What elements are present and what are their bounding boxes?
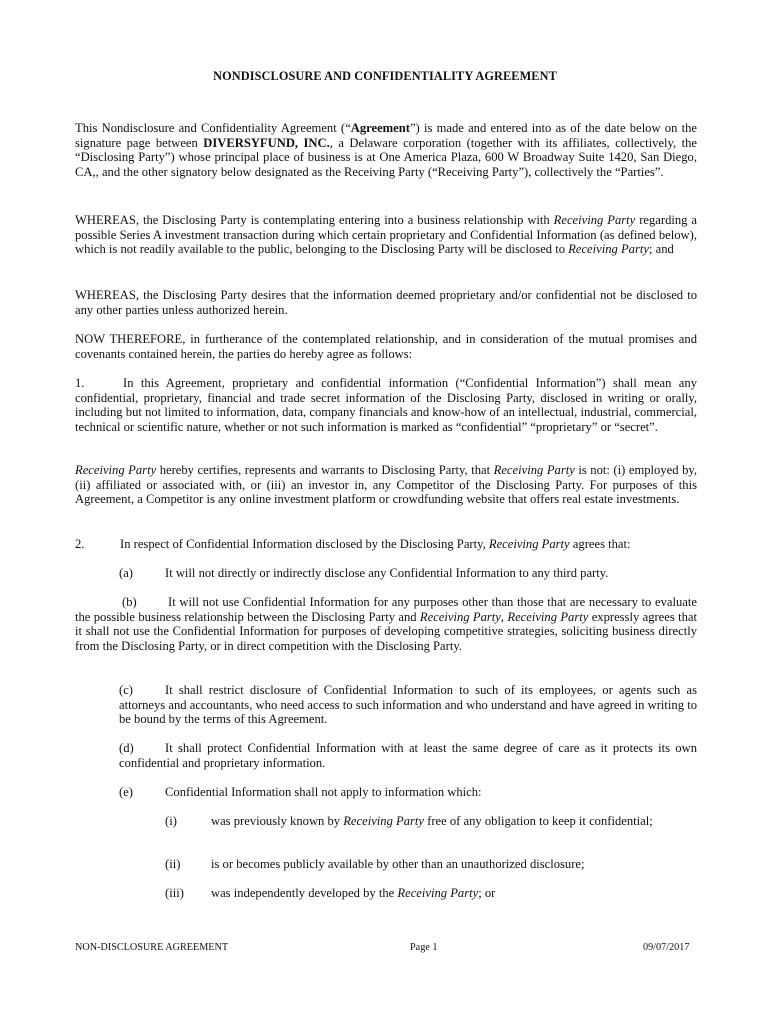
subclause-text: ; or (478, 886, 496, 900)
subclause-text: is or becomes publicly available by other than an unauthorized disclosure; (211, 857, 585, 871)
receiving-party-term: Receiving Party (507, 609, 589, 624)
clause-d (119, 741, 697, 770)
section-text: In this Agreement, proprietary and confidential information (“Confidential Information”) shall mean any confidential, proprietary, financial and trade secret information of the Disclosing Party, disclosed in writing or orally, including but not limited to information, data, company financials and know-how of an intellectual, industrial, commercial, technical or scientific nature, whether or not such information is marked as “confidential” “proprietary” or “secret”. (75, 376, 697, 434)
footer-date: 09/07/2017 (643, 942, 690, 953)
subclause-label: (ii) (165, 857, 181, 871)
receiving-party-term: Receiving Party (419, 609, 501, 624)
clause-text: It will not directly or indirectly disclose any Confidential Information to any third party. (165, 566, 609, 580)
intro-text: , a Delaware corporation (together with its affiliates, collectively, the “Disclosing Party”) whose principal place of business is at One America Plaza, 600 W Broadway Suite 1420, San Diego, CA,, and the other signatory below designated as the Receiving Party (“Receiving Party”), collectively the “Parties”. (75, 135, 697, 179)
section-1 (75, 376, 697, 434)
whereas-paragraph-1 (75, 213, 697, 257)
clause-label: (e) (119, 785, 133, 799)
document-title: NONDISCLOSURE AND CONFIDENTIALITY AGREEMENT (213, 69, 557, 83)
subclause-label: (iii) (165, 886, 184, 900)
clause-text: , (500, 609, 508, 624)
receiving-party-term: Receiving Party (553, 213, 636, 227)
footer-document-name: NON-DISCLOSURE AGREEMENT (75, 942, 229, 953)
agreement-term: Agreement (350, 121, 410, 135)
section-2 (75, 537, 697, 552)
clause-text: Confidential Information shall not apply to information which: (165, 785, 482, 799)
footer-page-number: Page 1 (410, 942, 438, 953)
paragraph-text: regarding a possible Series A investment transaction during which certain proprietary and Confidential Information (as defined below), which is not readily available to the public, belonging to the Disclosing Party will be disclosed to (75, 213, 697, 257)
receiving-party-term: Receiving Party (397, 886, 479, 900)
subclause-text: was independently developed by the (211, 886, 398, 900)
clause-e (119, 785, 697, 800)
certification-paragraph (75, 463, 697, 507)
section-number: 2. (75, 537, 85, 551)
paragraph-text: hereby certifies, represents and warrants to Disclosing Party, that (156, 463, 494, 477)
whereas-paragraph-2: WHEREAS, the Disclosing Party desires that the information deemed proprietary and/or confidential not be disclosed to any other parties unless authorized herein. (75, 288, 697, 317)
subclause-iii (165, 886, 697, 901)
receiving-party-term: Receiving Party (488, 537, 570, 551)
subclause-text: was previously known by (211, 814, 344, 828)
intro-text: This Nondisclosure and Confidentiality Agreement (“ (75, 121, 351, 135)
now-therefore-paragraph: NOW THEREFORE, in furtherance of the contemplated relationship, and in consideration of the mutual promises and covenants contained herein, the parties do hereby agree as follows: (75, 332, 697, 361)
company-name: DIVERSYFUND, INC. (203, 135, 330, 150)
subclause-ii (165, 857, 697, 872)
intro-paragraph (75, 121, 697, 179)
clause-b (75, 595, 697, 653)
receiving-party-term: Receiving Party (568, 242, 649, 257)
clause-text: It shall protect Confidential Information with at least the same degree of care as it protects its own confidential and proprietary information. (119, 741, 697, 770)
intro-text: ”) is made and entered into as of the date below on the signature page between (75, 121, 698, 150)
clause-c (119, 683, 697, 727)
clause-label: (c) (119, 683, 133, 697)
receiving-party-term: Receiving Party (343, 814, 425, 828)
clause-text: expressly agrees that it shall not use the Confidential Information for purposes of developing competitive strategies, soliciting business directly from the Disclosing Party, or in direct competition with the Disclosing Party. (75, 609, 697, 653)
paragraph-text: WHEREAS, the Disclosing Party is contemplating entering into a business relationship with (75, 213, 554, 227)
subclause-text: free of any obligation to keep it confidential; (424, 814, 653, 828)
subclause-label: (i) (165, 814, 177, 828)
clause-label: (d) (119, 741, 134, 755)
clause-label: (a) (119, 566, 133, 580)
subclause-i (165, 814, 697, 829)
paragraph-text: ; and (648, 242, 674, 257)
receiving-party-term: Receiving Party (75, 463, 157, 477)
section-number: 1. (75, 376, 85, 390)
clause-text: It will not use Confidential Information for any purposes other than those that are necessary to evaluate the possible business relationship between the Disclosing Party and (75, 595, 697, 624)
clause-label: (b) (122, 595, 137, 609)
clause-a (119, 566, 697, 581)
clause-text: It shall restrict disclosure of Confidential Information to such of its employees, or agents such as attorneys and accountants, who need access to such information and who understand and have agreed in writing to be bound by the terms of this Agreement. (119, 683, 697, 727)
paragraph-text: is not: (i) employed by, (ii) affiliated or associated with, or (iii) an investor in, any Competitor of the Disclosing Party. For purposes of this Agreement, a Competitor is any online investment platform or crowdfunding website that offers real estate investments. (75, 463, 697, 507)
receiving-party-term: Receiving Party (493, 463, 575, 477)
section-text: agrees that: (569, 537, 631, 551)
section-text: In respect of Confidential Information disclosed by the Disclosing Party, (120, 537, 489, 551)
